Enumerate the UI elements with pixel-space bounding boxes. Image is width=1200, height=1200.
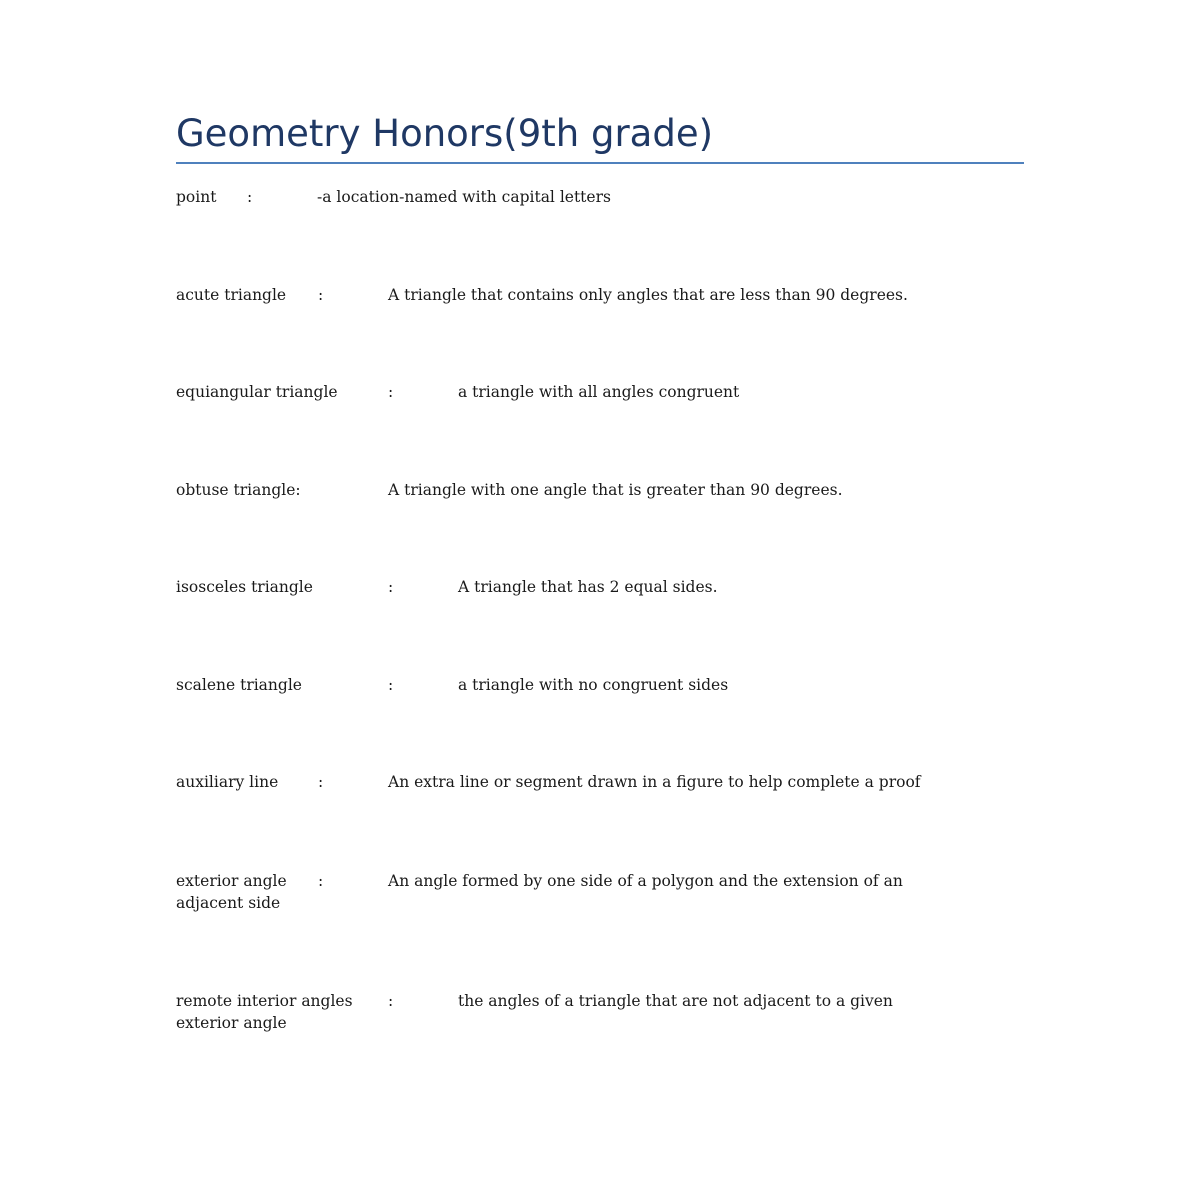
- separator: :: [388, 383, 394, 401]
- separator: :: [388, 992, 394, 1010]
- separator: :: [318, 286, 324, 304]
- page-title: Geometry Honors(9th grade): [176, 112, 714, 155]
- title-underline: [176, 162, 1024, 164]
- definition: A triangle that contains only angles that are less than 90 degrees.: [388, 286, 908, 304]
- separator: :: [388, 676, 394, 694]
- separator: :: [247, 188, 253, 206]
- definition: A triangle that has 2 equal sides.: [458, 578, 718, 596]
- definition: An angle formed by one side of a polygon and the extension of an: [388, 872, 903, 890]
- term: acute triangle: [176, 286, 287, 304]
- term: remote interior angles: [176, 992, 353, 1010]
- separator: :: [318, 773, 324, 791]
- term: scalene triangle: [176, 676, 302, 694]
- term: point: [176, 188, 217, 206]
- term: equiangular triangle: [176, 383, 338, 401]
- definition: a triangle with no congruent sides: [458, 676, 729, 694]
- definition-continuation: exterior angle: [176, 1014, 287, 1032]
- separator: :: [318, 872, 324, 890]
- definition: -a location-named with capital letters: [317, 188, 611, 206]
- separator: :: [388, 578, 394, 596]
- term: obtuse triangle:: [176, 481, 301, 499]
- definition: the angles of a triangle that are not adjacent to a given: [458, 992, 893, 1010]
- term: auxiliary line: [176, 773, 279, 791]
- term: isosceles triangle: [176, 578, 313, 596]
- definition-continuation: adjacent side: [176, 894, 281, 912]
- definition: An extra line or segment drawn in a figure to help complete a proof: [388, 773, 921, 791]
- definition: A triangle with one angle that is greater than 90 degrees.: [388, 481, 843, 499]
- term: exterior angle: [176, 872, 287, 890]
- definition: a triangle with all angles congruent: [458, 383, 740, 401]
